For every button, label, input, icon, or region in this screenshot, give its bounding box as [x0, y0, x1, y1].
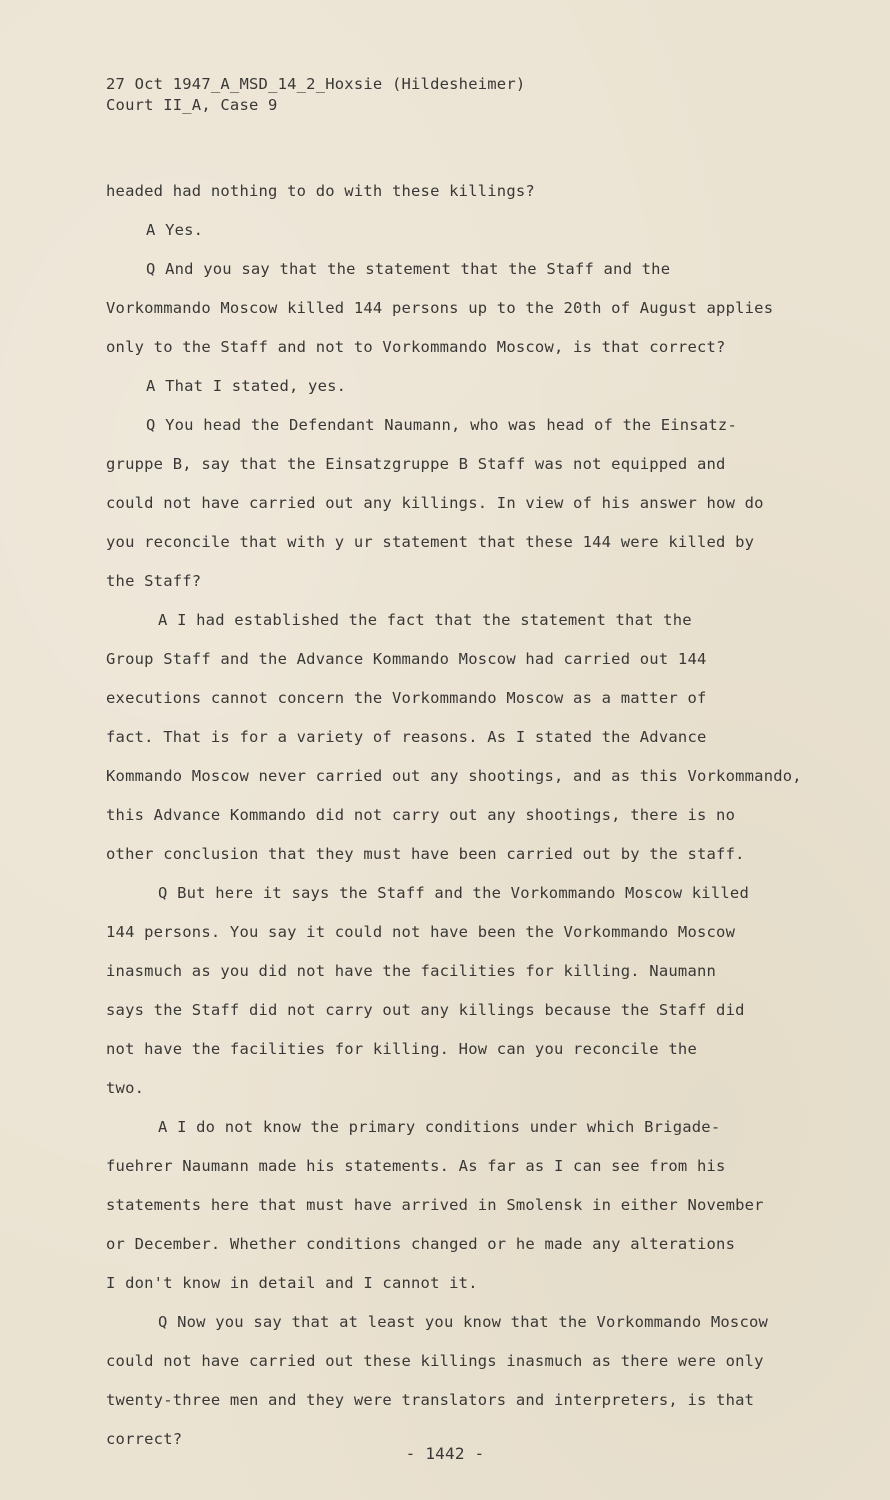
transcript-line: I don't know in detail and I cannot it. [106, 1274, 478, 1292]
transcript-line: inasmuch as you did not have the facilities for killing. Naumann [106, 962, 717, 980]
transcript-line: twenty-three men and they were translators and interpreters, is that [106, 1391, 755, 1409]
transcript-line: two. [106, 1079, 145, 1097]
transcript-line: Q And you say that the statement that the Staff and the [146, 260, 671, 278]
transcript-line: A That I stated, yes. [146, 377, 347, 395]
transcript-line: or December. Whether conditions changed or he made any alterations [106, 1235, 736, 1253]
transcript-line: says the Staff did not carry out any killings because the Staff did [106, 1001, 745, 1019]
transcript-line: A Yes. [146, 221, 204, 239]
page-number: - 1442 - [405, 1444, 485, 1463]
transcript-line: correct? [106, 1430, 183, 1448]
transcript-line: this Advance Kommando did not carry out any shootings, there is no [106, 806, 736, 824]
header-line-1: 27 Oct 1947_A_MSD_14_2_Hoxsie (Hildesheimer) [106, 75, 526, 93]
transcript-line: only to the Staff and not to Vorkommando Moscow, is that correct? [106, 338, 726, 356]
transcript-line: could not have carried out any killings. In view of his answer how do [106, 494, 764, 512]
transcript-line: gruppe B, say that the Einsatzgruppe B Staff was not equipped and [106, 455, 726, 473]
transcript-line: Kommando Moscow never carried out any shootings, and as this Vorkommando, [106, 767, 802, 785]
header-line-2: Court II_A, Case 9 [106, 96, 278, 114]
transcript-body [106, 172, 802, 1459]
transcript-line: 144 persons. You say it could not have been the Vorkommando Moscow [106, 923, 736, 941]
transcript-line: Group Staff and the Advance Kommando Moscow had carried out 144 [106, 650, 707, 668]
transcript-line: A I do not know the primary conditions under which Brigade- [158, 1118, 721, 1136]
transcript-line: the Staff? [106, 572, 202, 590]
transcript-line: fact. That is for a variety of reasons. As I stated the Advance [106, 728, 707, 746]
transcript-line: not have the facilities for killing. How can you reconcile the [106, 1040, 697, 1058]
transcript-line: headed had nothing to do with these killings? [106, 182, 535, 200]
transcript-line: A I had established the fact that the statement that the [158, 611, 692, 629]
transcript-line: statements here that must have arrived in Smolensk in either November [106, 1196, 764, 1214]
transcript-line: could not have carried out these killings inasmuch as there were only [106, 1352, 764, 1370]
transcript-line: Q But here it says the Staff and the Vorkommando Moscow killed [158, 884, 749, 902]
transcript-line: Q Now you say that at least you know that the Vorkommando Moscow [158, 1313, 769, 1331]
transcript-line: executions cannot concern the Vorkommando Moscow as a matter of [106, 689, 707, 707]
transcript-line: Vorkommando Moscow killed 144 persons up to the 20th of August applies [106, 299, 774, 317]
document-header [106, 74, 525, 116]
transcript-line: fuehrer Naumann made his statements. As far as I can see from his [106, 1157, 726, 1175]
transcript-line: you reconcile that with y ur statement that these 144 were killed by [106, 533, 755, 551]
transcript-line: Q You head the Defendant Naumann, who was head of the Einsatz- [146, 416, 737, 434]
transcript-line: other conclusion that they must have been carried out by the staff. [106, 845, 745, 863]
